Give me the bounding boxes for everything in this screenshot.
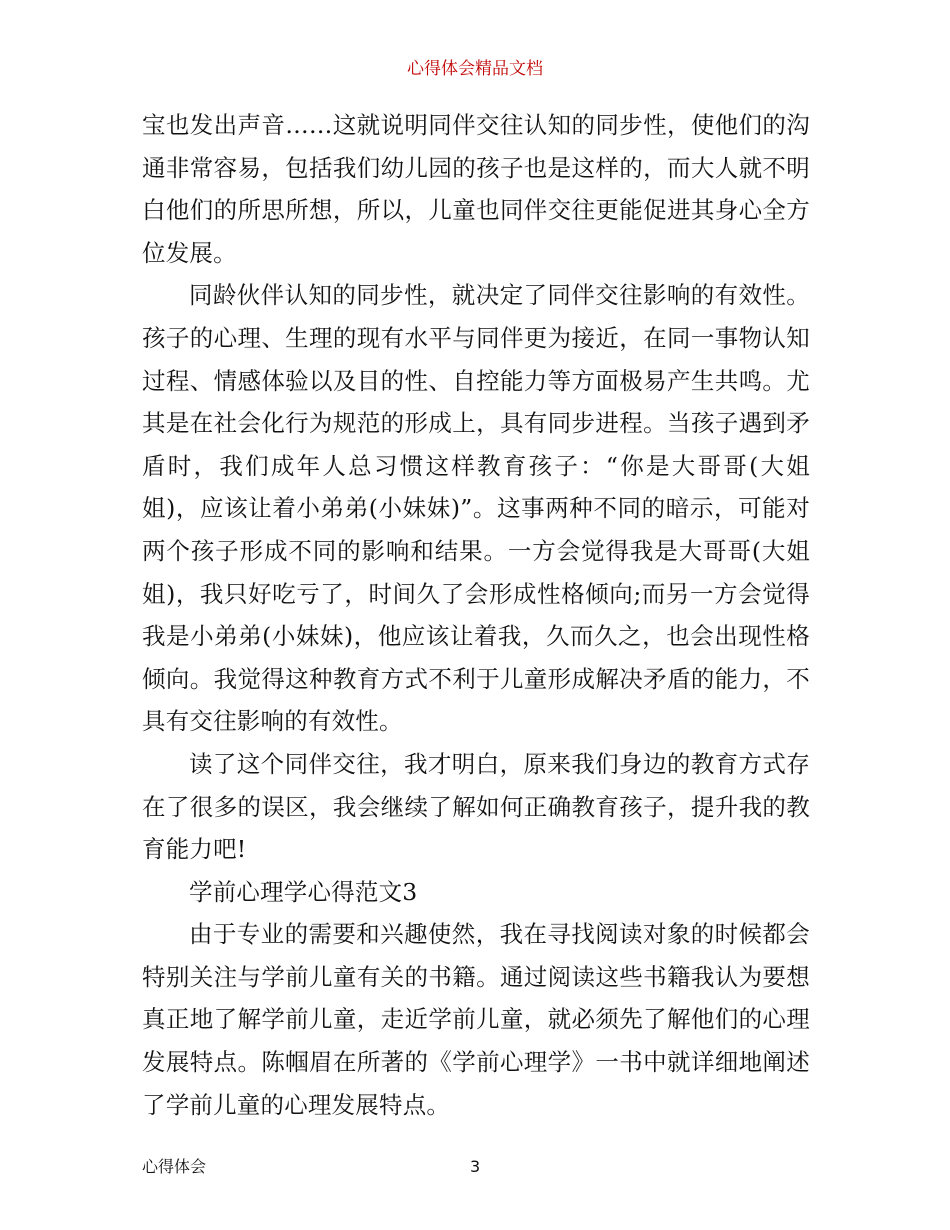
footer-label: 心得体会 [142, 1157, 207, 1176]
paragraph-peer-cognition: 同龄伙伴认知的同步性，就决定了同伴交往影响的有效性。孩子的心理、生理的现有水平与同伴更为接近，在同一事物认知过程、情感体验以及目的性、自控能力等方面极易产生共鸣。尤其是在社会化行为规范的形成上，具有同步进程。当孩子遇到矛盾时，我们成年人总习惯这样教育孩子：“你是大哥哥(大姐姐)，应该让着小弟弟(小妹妹)”。这事两种不同的暗示，可能对两个孩子形成不同的影响和结果。一方会觉得我是大哥哥(大姐姐)，我只好吃亏了，时间久了会形成性格倾向;而另一方会觉得我是小弟弟(小妹妹)，他应该让着我，久而久之，也会出现性格倾向。我觉得这种教育方式不利于儿童形成解决矛盾的能力，不具有交往影响的有效性。 [142, 281, 810, 736]
page-number: 3 [470, 1157, 481, 1176]
page-footer [142, 1156, 810, 1178]
paragraph-continuation: 宝也发出声音……这就说明同伴交往认知的同步性，使他们的沟通非常容易，包括我们幼儿园的孩子也是这样的，而大人就不明白他们的所思所想，所以，儿童也同伴交往更能促进其身心全方位发展。 [142, 111, 810, 267]
paragraph-intro-essay-3: 由于专业的需要和兴趣使然，我在寻找阅读对象的时候都会特别关注与学前儿童有关的书籍。通过阅读这些书籍我认为要想真正地了解学前儿童，走近学前儿童，就必须先了解他们的心理发展特点。陈帼眉在所著的《学前心理学》一书中就详细地阐述了学前儿童的心理发展特点。 [142, 920, 810, 1119]
document-body [142, 104, 810, 1126]
section-heading: 学前心理学心得范文3 [189, 877, 418, 906]
page-header-title: 心得体会精品文档 [407, 59, 543, 79]
paragraph-reflection: 读了这个同伴交往，我才明白，原来我们身边的教育方式存在了很多的误区，我会继续了解如何正确教育孩子，提升我的教育能力吧! [142, 749, 810, 864]
